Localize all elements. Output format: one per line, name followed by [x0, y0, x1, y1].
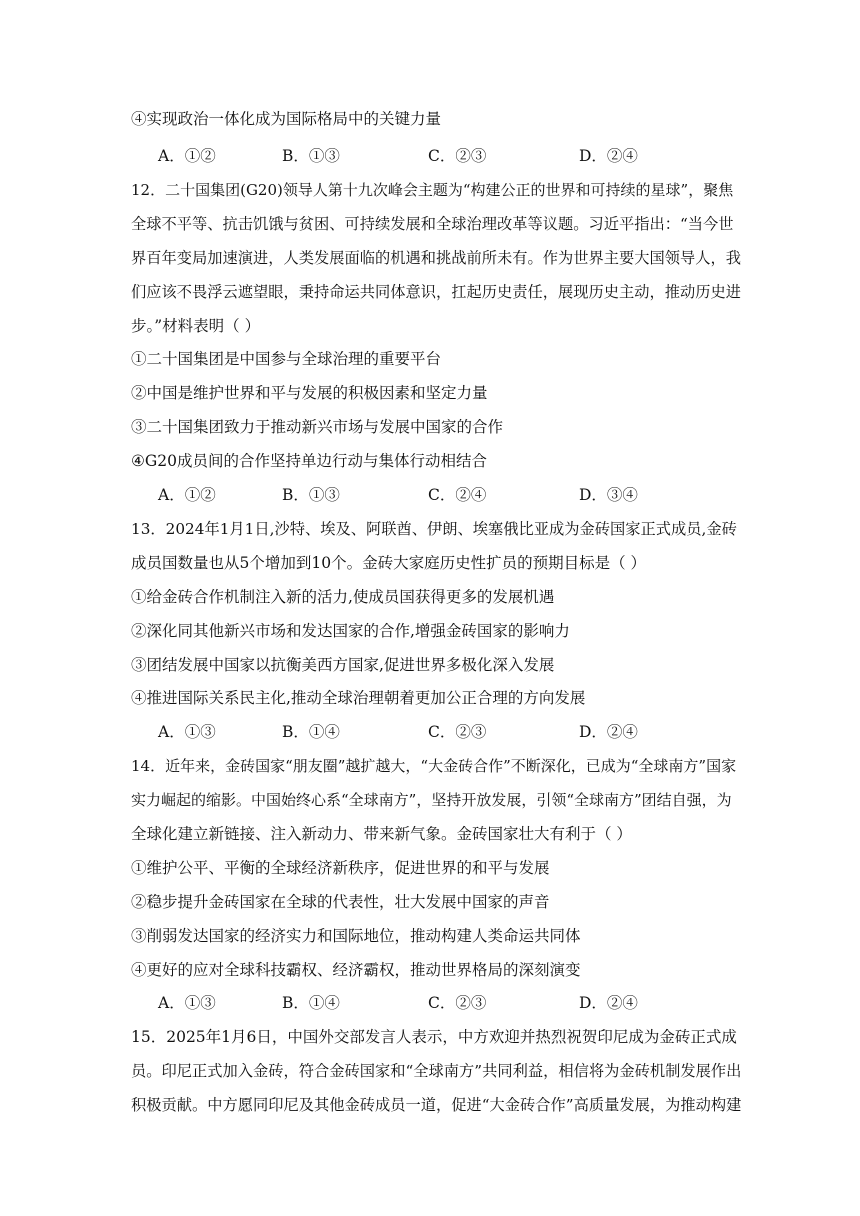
q11-option-c: C．②③	[428, 147, 487, 165]
q13-item-2: ②深化同其他新兴市场和发达国家的合作,增强金砖国家的影响力	[131, 622, 570, 640]
q13-options	[131, 715, 741, 749]
q13-stem-line-2: 成员国数量也从5个增加到10个。金砖大家庭历史性扩员的预期目标是（ ）	[131, 554, 647, 572]
q12-stem-line-1: 12．二十国集团(G20)领导人第十九次峰会主题为“构建公正的世界和可持续的星球”，聚焦	[131, 181, 734, 199]
q13-option-d: D．②④	[579, 723, 638, 741]
q12-option-a: A．①②	[158, 486, 216, 504]
q14-stem-line-3: 全球化建立新链接、注入新动力、带来新气象。金砖国家壮大有利于（ ）	[131, 825, 632, 843]
q12-item-4: ④G20成员间的合作坚持单边行动与集体行动相结合	[131, 452, 488, 470]
q13-item-1: ①给金砖合作机制注入新的活力,使成员国获得更多的发展机遇	[131, 588, 555, 606]
q13-item-4: ④推进国际关系民主化,推动全球治理朝着更加公正合理的方向发展	[131, 689, 586, 707]
q12-stem-line-2: 全球不平等、抗击饥饿与贫困、可持续发展和全球治理改革等议题。习近平指出：“当今世	[131, 215, 734, 233]
q11-options	[131, 139, 741, 173]
q13-option-b: B．①④	[282, 723, 340, 741]
q14-option-a: A．①③	[158, 994, 216, 1012]
q12-option-d: D．③④	[579, 486, 638, 504]
q15-stem-line-3: 积极贡献。中方愿同印尼及其他金砖成员一道，促进“大金砖合作”高质量发展，为推动构建	[131, 1096, 741, 1114]
q14-options	[131, 986, 741, 1020]
q12-stem-line-4: 们应该不畏浮云遮望眼，秉持命运共同体意识，扛起历史责任，展现历史主动，推动历史进	[131, 283, 741, 301]
q13-stem-line-1: 13．2024年1月1日,沙特、埃及、阿联酋、伊朗、埃塞俄比亚成为金砖国家正式成员,金砖	[131, 520, 737, 538]
q15-stem-line-1: 15．2025年1月6日，中国外交部发言人表示，中方欢迎并热烈祝贺印尼成为金砖正式成	[131, 1028, 737, 1046]
q14-item-2: ②稳步提升金砖国家在全球的代表性，壮大发展中国家的声音	[131, 893, 550, 911]
q14-option-c: C．②③	[428, 994, 487, 1012]
q15-stem-line-2: 员。印尼正式加入金砖，符合金砖国家和“全球南方”共同利益，相信将为金砖机制发展作出	[131, 1062, 741, 1080]
q12-stem-line-3: 界百年变局加速演进，人类发展面临的机遇和挑战前所未有。作为世界主要大国领导人，我	[131, 249, 741, 267]
q11-option-b: B．①③	[282, 147, 340, 165]
q11-option-a: A．①②	[158, 147, 216, 165]
q14-item-3: ③削弱发达国家的经济实力和国际地位，推动构建人类命运共同体	[131, 927, 581, 945]
q13-item-3: ③团结发展中国家以抗衡美西方国家,促进世界多极化深入发展	[131, 656, 555, 674]
q11-item-4: ④实现政治一体化成为国际格局中的关键力量	[131, 110, 442, 128]
q14-item-1: ①维护公平、平衡的全球经济新秩序，促进世界的和平与发展	[131, 859, 550, 877]
q11-option-d: D．②④	[579, 147, 638, 165]
q12-option-b: B．①③	[282, 486, 340, 504]
q14-item-4: ④更好的应对全球科技霸权、经济霸权，推动世界格局的深刻演变	[131, 961, 581, 979]
q12-item-2: ②中国是维护世界和平与发展的积极因素和坚定力量	[131, 384, 488, 402]
q13-option-a: A．①③	[158, 723, 216, 741]
q12-options	[131, 478, 741, 512]
q14-stem-line-1: 14．近年来，金砖国家“朋友圈”越扩越大，“大金砖合作”不断深化，已成为“全球南方”国家	[131, 757, 737, 775]
q14-option-b: B．①④	[282, 994, 340, 1012]
q12-item-1: ①二十国集团是中国参与全球治理的重要平台	[131, 350, 442, 368]
q13-option-c: C．②③	[428, 723, 487, 741]
q14-stem-line-2: 实力崛起的缩影。中国始终心系“全球南方”，坚持开放发展，引领“全球南方”团结自强，为	[131, 791, 732, 809]
q14-option-d: D．②④	[579, 994, 638, 1012]
q12-option-c: C．②④	[428, 486, 487, 504]
q12-item-3: ③二十国集团致力于推动新兴市场与发展中国家的合作	[131, 418, 504, 436]
q12-stem-line-5: 步。”材料表明（ ）	[131, 317, 261, 335]
